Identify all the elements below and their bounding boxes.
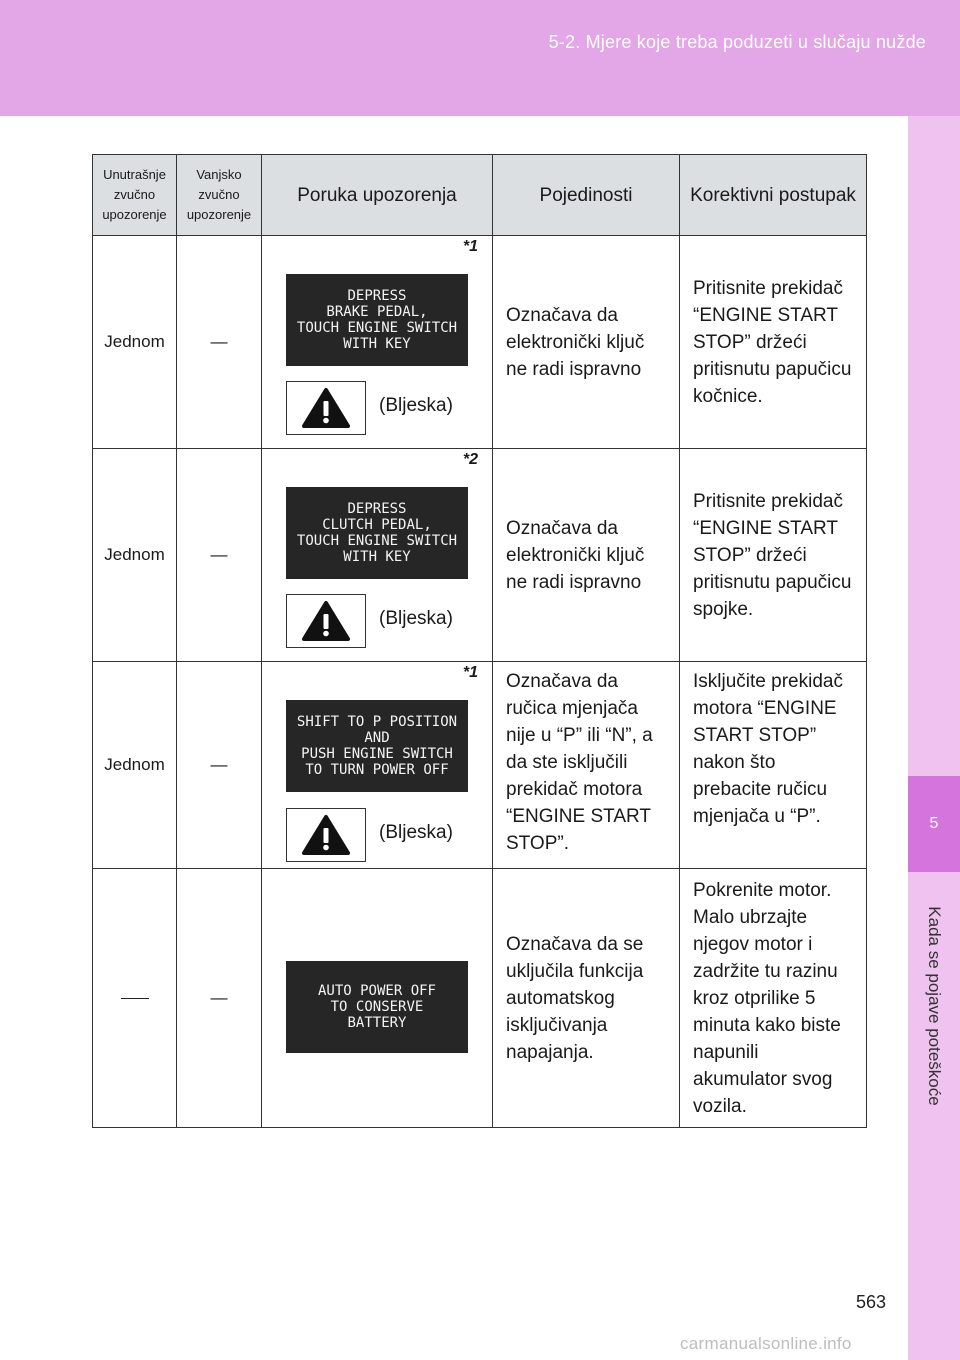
warning-message-cell [262, 236, 493, 449]
display-message: SHIFT TO P POSITION AND PUSH ENGINE SWITCH TO TURN POWER OFF [286, 700, 468, 792]
internal-sound-cell: Jednom [93, 662, 177, 869]
corrective-action-cell: Pritisnite prekidač “ENGINE START STOP” držeći pritisnutu papučicu spojke. [680, 449, 867, 662]
flash-label: (Bljeska) [379, 395, 453, 416]
warning-exclamation-icon [286, 594, 366, 648]
header-external-sound: Vanjsko zvučno upozorenje [177, 155, 262, 236]
header-band [0, 0, 960, 116]
details-cell: Označava da elektronički ključ ne radi ispravno [493, 236, 680, 449]
chapter-number: 5 [929, 815, 939, 832]
chapter-number-box [908, 776, 960, 872]
internal-sound-cell: Jednom [93, 449, 177, 662]
flash-label: (Bljeska) [379, 822, 453, 843]
warning-exclamation-icon [286, 381, 366, 435]
header-corrective-action: Korektivni postupak [680, 155, 867, 236]
table-row [93, 236, 867, 449]
warning-message-cell [262, 449, 493, 662]
corrective-action-cell: Isključite prekidač motora “ENGINE START STOP” nakon što prebacite ručicu mjenjača u “P”. [680, 662, 867, 869]
flash-label: (Bljeska) [379, 608, 453, 629]
warning-message-cell [262, 869, 493, 1128]
page-number: 563 [856, 1292, 887, 1312]
footnote-marker: *2 [462, 451, 478, 468]
warning-exclamation-icon [286, 808, 366, 862]
internal-sound-cell: Jednom [93, 236, 177, 449]
table-row [93, 662, 867, 869]
corrective-action-cell: Pokrenite motor. Malo ubrzajte njegov motor i zadržite tu razinu kroz otprilike 5 minuta kako biste napunili akumulator svog vozila. [680, 869, 867, 1128]
chapter-label: Kada se pojave poteškoće [925, 906, 944, 1106]
table-row [93, 449, 867, 662]
external-sound-cell: — [177, 662, 262, 869]
details-cell: Označava da ručica mjenjača nije u “P” ili “N”, a da ste isključili prekidač motora “ENGINE START STOP”. [493, 662, 680, 869]
external-sound-cell: — [177, 236, 262, 449]
empty-dash [121, 998, 149, 999]
corrective-action-cell: Pritisnite prekidač “ENGINE START STOP” držeći pritisnutu papučicu kočnice. [680, 236, 867, 449]
external-sound-cell: — [177, 869, 262, 1128]
warning-message-cell [262, 662, 493, 869]
display-message: DEPRESS CLUTCH PEDAL, TOUCH ENGINE SWITCH WITH KEY [286, 487, 468, 579]
header-warning-message: Poruka upozorenja [262, 155, 493, 236]
chapter-side-tab [908, 116, 960, 1360]
warning-table [92, 154, 867, 1128]
details-cell: Označava da se uključila funkcija automatskog isključivanja napajanja. [493, 869, 680, 1128]
watermark: carmanualsonline.info [680, 1334, 852, 1353]
table-row [93, 869, 867, 1128]
footnote-marker: *1 [462, 238, 478, 255]
header-internal-sound: Unutrašnje zvučno upozorenje [93, 155, 177, 236]
display-message: AUTO POWER OFF TO CONSERVE BATTERY [286, 961, 468, 1053]
footnote-marker: *1 [462, 664, 478, 681]
external-sound-cell: — [177, 449, 262, 662]
internal-sound-cell [93, 869, 177, 1128]
section-title: 5-2. Mjere koje treba poduzeti u slučaju nužde [548, 32, 926, 52]
header-details: Pojedinosti [493, 155, 680, 236]
table-header-row [93, 155, 867, 236]
display-message: DEPRESS BRAKE PEDAL, TOUCH ENGINE SWITCH WITH KEY [286, 274, 468, 366]
details-cell: Označava da elektronički ključ ne radi ispravno [493, 449, 680, 662]
